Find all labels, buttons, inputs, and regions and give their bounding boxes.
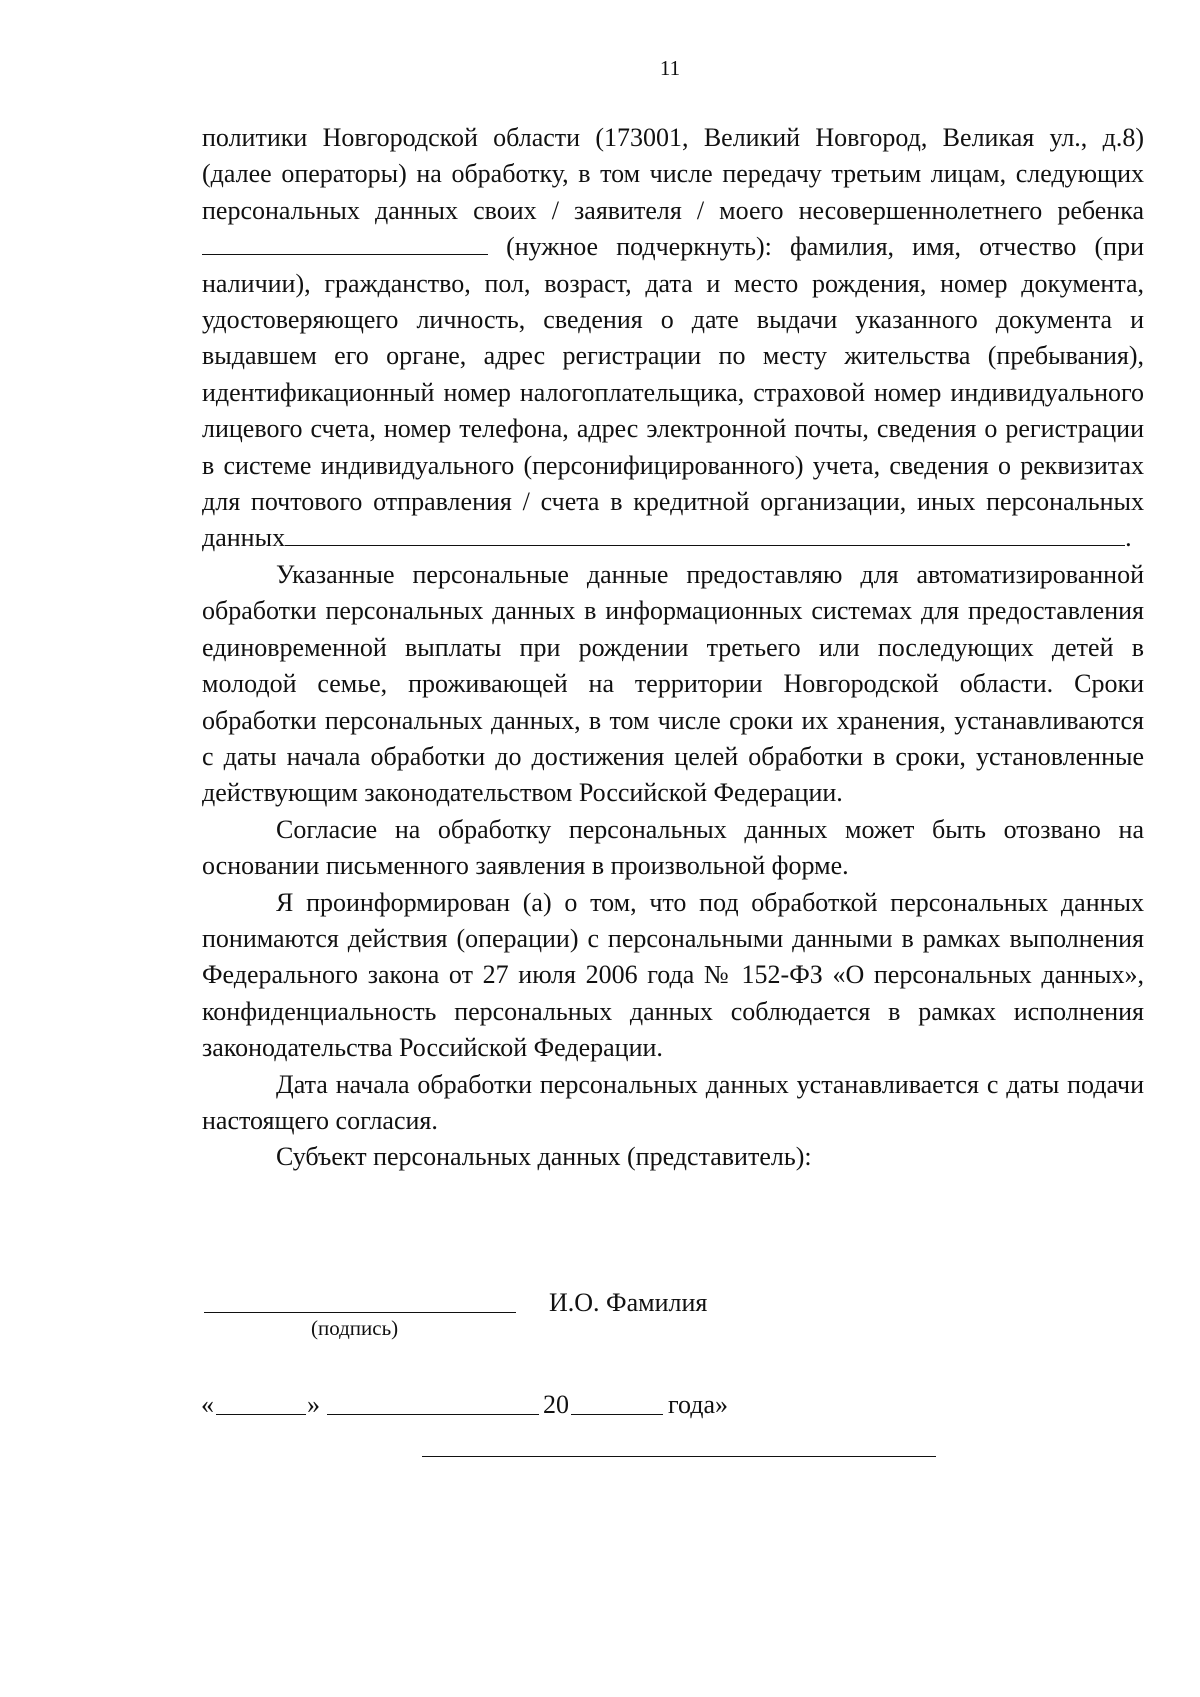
paragraph1-part2: (нужное подчеркнуть): фамилия, имя, отчество (при наличии), гражданство, пол, возраст, дата и место рождения, номер документа, удостоверяющего личность, сведения о дате выдачи указанного документа и выдавшем его органе, адрес регистрации по месту жительства (пребывания), идентификационный номер налогоплательщика, страховой номер индивидуального лицевого счета, номер телефона, адрес электронной почты, сведения о регистрации в системе индивидуального (персонифицированного) учета, сведения о реквизитах для почтового отправления / счета в кредитной организации, иных персональных данных xyxy=(202,232,1144,553)
paragraph-revocation: Согласие на обработку персональных данных может быть отозвано на основании письменного заявления в произвольной форме. xyxy=(202,814,1144,881)
other-data-blank[interactable] xyxy=(285,544,1125,546)
signature-caption: (подпись) xyxy=(311,1316,399,1340)
paragraph-subject: Субъект персональных данных (представитель): xyxy=(276,1142,812,1172)
day-blank[interactable] xyxy=(216,1414,306,1415)
signature-line[interactable] xyxy=(204,1312,516,1313)
year-prefix: 20 xyxy=(543,1390,569,1419)
paragraph-processing-purpose: Указанные персональные данные предоставляю для автоматизированной обработки персональных данных в информационных системах для предоставления единовременной выплаты при рождении третьего или последующих детей в молодой семье, проживающей на территории Новгородской области. Сроки обработки персональных данных, в том числе сроки их хранения, устанавливаются с даты начала обработки до достижения целей обработки в сроки, установленные действующим законодательством Российской Федерации. xyxy=(202,559,1144,808)
signature-name: И.О. Фамилия xyxy=(549,1288,708,1317)
paragraph-informed: Я проинформирован (а) о том, что под обработкой персональных данных понимаются действия (операции) с персональными данными в рамках выполнения Федерального закона от 27 июля 2006 года № 152-ФЗ «О персональных данных», конфиденциальность персональных данных соблюдается в рамках исполнения законодательства Российской Федерации. xyxy=(202,887,1144,1063)
paragraph-personal-data-list xyxy=(202,120,1144,557)
date-suffix: года» xyxy=(668,1390,729,1419)
month-blank[interactable] xyxy=(327,1414,539,1415)
consent-body xyxy=(202,120,1144,1176)
closing-rule xyxy=(422,1456,936,1457)
child-name-blank[interactable] xyxy=(202,253,488,255)
year-blank[interactable] xyxy=(571,1414,663,1415)
page-number: 11 xyxy=(659,56,681,80)
date-close-quote: » xyxy=(307,1390,320,1419)
paragraph-start-date: Дата начала обработки персональных данных устанавливается с даты подачи настоящего согласия. xyxy=(202,1069,1144,1135)
paragraph1-end: . xyxy=(1125,523,1132,553)
paragraph1-part1: политики Новгородской области (173001, Великий Новгород, Великая ул., д.8) (далее операторы) на обработку, в том числе передачу третьим лицам, следующих персональных данных своих / заявителя / моего несовершеннолетнего ребенка xyxy=(202,123,1144,225)
date-open-quote: « xyxy=(201,1390,214,1419)
